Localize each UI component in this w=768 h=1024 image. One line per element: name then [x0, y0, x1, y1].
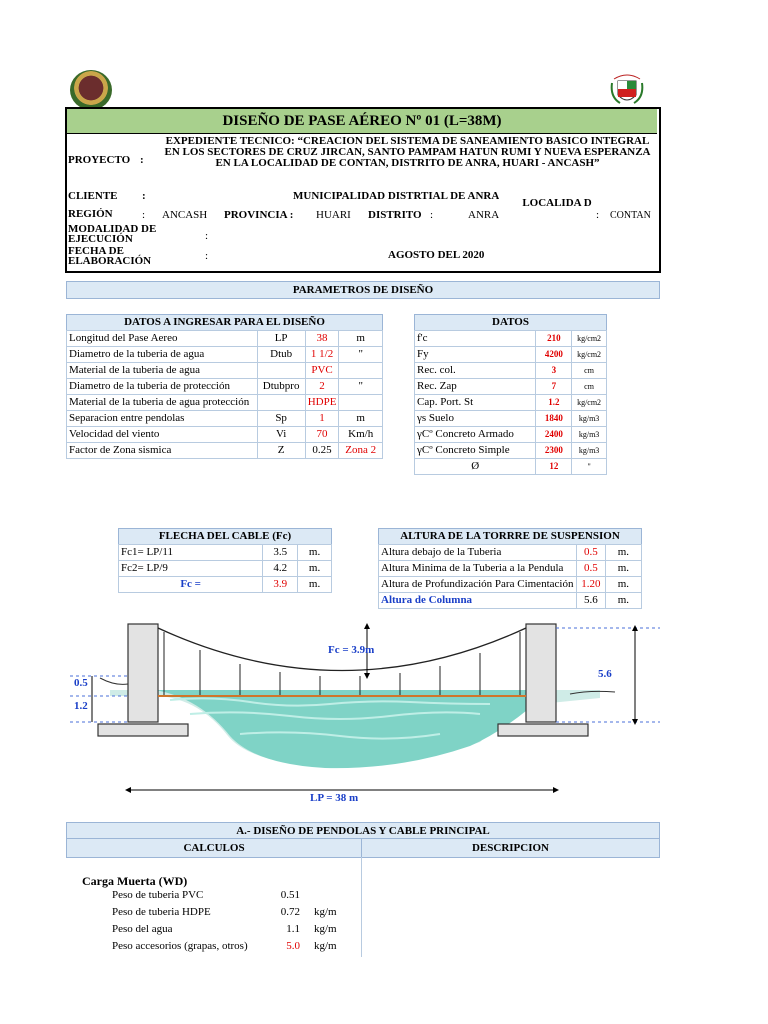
- table-row: [67, 443, 383, 459]
- flecha-name: Fc =: [119, 577, 263, 593]
- carga-item-unit: kg/m: [314, 906, 337, 918]
- altura-unit: m.: [605, 561, 641, 577]
- carga-muerta-label: Carga Muerta (WD): [82, 874, 188, 888]
- region-value: ANCASH: [162, 209, 208, 221]
- param-unit: [339, 395, 383, 411]
- left-footing: [98, 724, 188, 736]
- table-row: [67, 395, 383, 411]
- param-symbol: Z: [257, 443, 305, 459]
- table-row: [415, 395, 607, 411]
- altura-name: Altura Minima de la Tuberia a la Pendula: [379, 561, 577, 577]
- right-tower: [526, 624, 556, 722]
- modalidad-colon: :: [205, 230, 209, 242]
- altura-value: 0.5: [576, 561, 605, 577]
- param-name: Longitud del Pase Aereo: [67, 331, 258, 347]
- param-unit: m: [339, 331, 383, 347]
- carga-item-unit: kg/m: [314, 923, 337, 935]
- table-row: [415, 379, 607, 395]
- flecha-table-title: FLECHA DEL CABLE (Fc): [118, 528, 332, 545]
- flecha-value: 3.5: [263, 545, 298, 561]
- param-value: 0.25: [305, 443, 339, 459]
- carga-item-value: 5.0: [286, 940, 300, 952]
- distrito-value: ANRA: [468, 209, 500, 221]
- ingresar-table-title: DATOS A INGRESAR PARA EL DISEÑO: [66, 314, 383, 331]
- section-parametros-title: PARAMETROS DE DISEÑO: [66, 281, 660, 299]
- carga-item-value: 1.1: [286, 923, 300, 935]
- dato-unit: cm: [572, 379, 607, 395]
- datos-table: [414, 330, 607, 475]
- fecha-label: FECHA DE ELABORACIÓN: [68, 246, 152, 267]
- dato-value: 1.2: [536, 395, 572, 411]
- dim-12-label: 1.2: [74, 700, 88, 712]
- calculos-column-header: CALCULOS: [66, 838, 362, 858]
- flecha-value: 3.9: [263, 577, 298, 593]
- table-row: [415, 427, 607, 443]
- altura-table: [378, 544, 642, 609]
- altura-value: 0.5: [576, 545, 605, 561]
- proyecto-value: EXPEDIENTE TECNICO: “CREACION DEL SISTEMA DE SANEAMIENTO BASICO INTEGRAL EN LOS SECTORES DE CRUZ JIRCAN, SANTO PAMPAM HATUN RUMI Y NUEVA ESPERANZA EN LA LOCALIDAD DE CONTAN, DISTRITO DE ANRA, HUARI - ANCASH”: [164, 136, 651, 169]
- dato-name: γCº Concreto Simple: [415, 443, 536, 459]
- page-title: DISEÑO DE PASE AÉREO Nº 01 (L=38M): [67, 109, 657, 134]
- flecha-unit: m.: [298, 545, 332, 561]
- descripcion-column-header: DESCRIPCION: [361, 838, 660, 858]
- dato-name: γs Suelo: [415, 411, 536, 427]
- param-value: PVC: [305, 363, 339, 379]
- cliente-colon: :: [142, 190, 146, 202]
- table-row: [67, 427, 383, 443]
- column-divider: [361, 857, 362, 957]
- param-name: Diametro de la tuberia de agua: [67, 347, 258, 363]
- table-row: [415, 459, 607, 475]
- param-value: 1: [305, 411, 339, 427]
- param-unit: Km/h: [339, 427, 383, 443]
- dato-unit: kg/m3: [572, 427, 607, 443]
- param-value: HDPE: [305, 395, 339, 411]
- dato-name: f'c: [415, 331, 536, 347]
- fecha-colon: :: [205, 250, 209, 262]
- altura-unit: m.: [605, 593, 641, 609]
- param-symbol: LP: [257, 331, 305, 347]
- localidad-label: LOCALIDA D: [522, 198, 592, 209]
- flecha-value: 4.2: [263, 561, 298, 577]
- table-row: [379, 561, 642, 577]
- region-label: REGIÓN: [68, 208, 113, 220]
- dato-unit: kg/cm2: [572, 395, 607, 411]
- dato-value: 12: [536, 459, 572, 475]
- modalidad-label: MODALIDAD DE EJECUCIÓN: [68, 224, 157, 245]
- datos-table-title: DATOS: [414, 314, 607, 331]
- param-name: Velocidad del viento: [67, 427, 258, 443]
- dato-name: Ø: [415, 459, 536, 475]
- altura-name: Altura debajo de la Tuberia: [379, 545, 577, 561]
- altura-value: 5.6: [576, 593, 605, 609]
- table-row: [415, 443, 607, 459]
- dato-unit: kg/cm2: [572, 331, 607, 347]
- param-symbol: [257, 395, 305, 411]
- param-symbol: [257, 363, 305, 379]
- param-symbol: Dtub: [257, 347, 305, 363]
- proyecto-colon: :: [140, 154, 144, 166]
- localidad-colon: :: [596, 209, 600, 221]
- param-value: 1 1/2: [305, 347, 339, 363]
- table-row: [379, 593, 642, 609]
- region-colon: :: [142, 209, 146, 221]
- pendolas-section-title: A.- DISEÑO DE PENDOLAS Y CABLE PRINCIPAL: [66, 822, 660, 840]
- table-row: [119, 545, 332, 561]
- municipal-seal-logo: [70, 70, 112, 110]
- dato-name: Cap. Port. St: [415, 395, 536, 411]
- carga-item-unit: kg/m: [314, 940, 337, 952]
- param-unit: m: [339, 411, 383, 427]
- altura-table-title: ALTURA DE LA TORRRE DE SUSPENSION: [378, 528, 642, 545]
- table-row: [119, 577, 332, 593]
- param-value: 70: [305, 427, 339, 443]
- proyecto-label: PROYECTO: [68, 154, 131, 166]
- altura-name: Altura de Columna: [379, 593, 577, 609]
- dato-name: Fy: [415, 347, 536, 363]
- altura-value: 1.20: [576, 577, 605, 593]
- ingresar-table: [66, 330, 383, 459]
- carga-item-value: 0.72: [280, 906, 300, 918]
- table-row: [379, 577, 642, 593]
- carga-item-label: Peso accesorios (grapas, otros): [112, 940, 248, 952]
- param-unit: ": [339, 379, 383, 395]
- distrito-label: DISTRITO: [368, 209, 422, 221]
- cliente-label: CLIENTE: [68, 190, 118, 202]
- table-row: [415, 331, 607, 347]
- altura-unit: m.: [605, 577, 641, 593]
- lp-diagram-label: LP = 38 m: [310, 792, 359, 804]
- flecha-table: [118, 544, 332, 593]
- fc-diagram-label: Fc = 3.9m: [328, 644, 375, 656]
- carga-item-label: Peso de tuberia HDPE: [112, 906, 211, 918]
- dato-name: γCº Concreto Armado: [415, 427, 536, 443]
- dato-name: Rec. Zap: [415, 379, 536, 395]
- dato-value: 210: [536, 331, 572, 347]
- flecha-name: Fc1= LP/11: [119, 545, 263, 561]
- dato-value: 3: [536, 363, 572, 379]
- dato-value: 2400: [536, 427, 572, 443]
- right-footing: [498, 724, 588, 736]
- param-unit: [339, 363, 383, 379]
- table-row: [119, 561, 332, 577]
- height-diagram-label: 5.6: [598, 668, 612, 680]
- param-value: 2: [305, 379, 339, 395]
- param-name: Separacion entre pendolas: [67, 411, 258, 427]
- localidad-value: CONTAN: [610, 210, 651, 221]
- peru-coat-of-arms-logo: [606, 67, 648, 109]
- table-row: [67, 347, 383, 363]
- dato-value: 1840: [536, 411, 572, 427]
- param-name: Factor de Zona sismica: [67, 443, 258, 459]
- param-unit: Zona 2: [339, 443, 383, 459]
- left-tower: [128, 624, 158, 722]
- dim-05-label: 0.5: [74, 677, 88, 689]
- table-row: [67, 411, 383, 427]
- dato-value: 7: [536, 379, 572, 395]
- table-row: [379, 545, 642, 561]
- fecha-value: AGOSTO DEL 2020: [388, 249, 485, 261]
- dato-value: 4200: [536, 347, 572, 363]
- flecha-name: Fc2= LP/9: [119, 561, 263, 577]
- carga-item-label: Peso del agua: [112, 923, 173, 935]
- dato-unit: ": [572, 459, 607, 475]
- param-symbol: Dtubpro: [257, 379, 305, 395]
- table-row: [415, 411, 607, 427]
- dato-unit: kg/m3: [572, 443, 607, 459]
- param-name: Material de la tuberia de agua: [67, 363, 258, 379]
- altura-unit: m.: [605, 545, 641, 561]
- table-row: [67, 331, 383, 347]
- table-row: [415, 363, 607, 379]
- dato-unit: cm: [572, 363, 607, 379]
- cliente-value: MUNICIPALIDAD DISTRTIAL DE ANRA: [293, 190, 500, 202]
- table-row: [67, 363, 383, 379]
- flecha-unit: m.: [298, 561, 332, 577]
- table-row: [415, 347, 607, 363]
- dato-unit: kg/cm2: [572, 347, 607, 363]
- dato-unit: kg/m3: [572, 411, 607, 427]
- param-symbol: Vi: [257, 427, 305, 443]
- param-unit: ": [339, 347, 383, 363]
- provincia-label: PROVINCIA :: [224, 209, 294, 221]
- distrito-colon: :: [430, 209, 434, 221]
- carga-item-label: Peso de tuberia PVC: [112, 889, 204, 901]
- param-value: 38: [305, 331, 339, 347]
- param-name: Diametro de la tuberia de protección: [67, 379, 258, 395]
- hangers: [164, 632, 520, 696]
- provincia-value: HUARI: [316, 209, 351, 221]
- flecha-unit: m.: [298, 577, 332, 593]
- param-name: Material de la tuberia de agua protección: [67, 395, 258, 411]
- param-symbol: Sp: [257, 411, 305, 427]
- table-row: [67, 379, 383, 395]
- carga-item-value: 0.51: [280, 889, 300, 901]
- altura-name: Altura de Profundización Para Cimentación: [379, 577, 577, 593]
- dato-value: 2300: [536, 443, 572, 459]
- dato-name: Rec. col.: [415, 363, 536, 379]
